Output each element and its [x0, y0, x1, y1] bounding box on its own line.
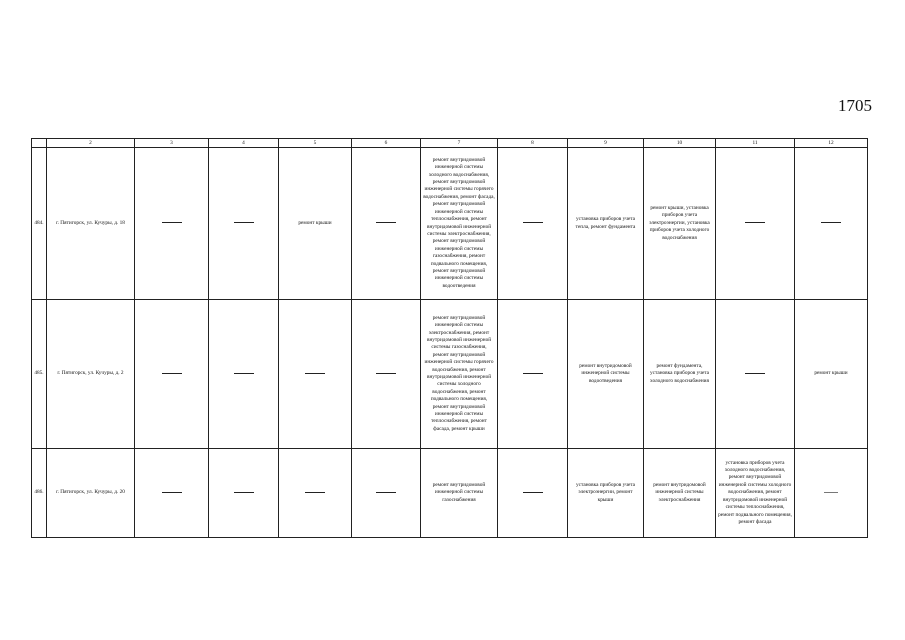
table-row — [32, 449, 868, 538]
cell-col10: ремонт внутридомовой инженерной системы электроснабжения — [644, 449, 716, 538]
dash-mark — [305, 373, 325, 374]
header-cell-4: 4 — [209, 139, 279, 148]
header-cell-1 — [32, 139, 47, 148]
dash-mark — [162, 373, 182, 374]
empty-cell — [795, 449, 868, 538]
cell-col11: установка приборов учета холодного водоснабжения, ремонт внутридомовой инженерной системы холодного водоснабжения, ремонт внутридомовой инженерной системы теплоснабжения, ремонт подвального помещения, ремонт фасада — [716, 449, 795, 538]
dash-mark — [162, 222, 182, 223]
dash-mark — [376, 222, 396, 223]
dash-mark — [234, 373, 254, 374]
page-number: 1705 — [838, 96, 872, 115]
cell-col7: ремонт внутридомовой инженерной системы газоснабжения — [421, 449, 498, 538]
empty-cell — [716, 300, 795, 449]
empty-cell — [135, 300, 209, 449]
cell-col9: ремонт внутридомовой инженерной системы водоотведения — [568, 300, 644, 449]
header-cell-7: 7 — [421, 139, 498, 148]
dash-mark — [376, 492, 396, 493]
cell-col7: ремонт внутридомовой инженерной системы электроснабжения, ремонт внутридомовой инженерной системы газоснабжения, ремонт внутридомовой инженерной системы горячего водоснабжения, ремонт внутридомовой инженерной системы холодного водоснабжения, ремонт подвального помещения, ремонт внутридомовой инженерной системы теплоснабжения, ремонт фасада, ремонт крыши — [421, 300, 498, 449]
cell-col5: ремонт крыши — [279, 148, 352, 300]
row-address: г. Пятигорск, ул. Кучуры, д. 18 — [47, 148, 135, 300]
dash-mark — [234, 492, 254, 493]
dash-mark — [523, 222, 543, 223]
empty-cell — [498, 449, 568, 538]
row-address: г. Пятигорск, ул. Кучуры, д. 2 — [47, 300, 135, 449]
dash-mark — [305, 492, 325, 493]
empty-cell — [498, 300, 568, 449]
empty-cell — [498, 148, 568, 300]
header-cell-8: 8 — [498, 139, 568, 148]
empty-cell — [135, 148, 209, 300]
dash-mark — [745, 222, 765, 223]
row-address: г. Пятигорск, ул. Кучуры, д. 20 — [47, 449, 135, 538]
table-row — [32, 148, 868, 300]
empty-cell — [135, 449, 209, 538]
row-number: 486. — [32, 449, 47, 538]
row-number: 485. — [32, 300, 47, 449]
dash-mark — [234, 222, 254, 223]
empty-cell — [352, 148, 421, 300]
empty-cell — [279, 300, 352, 449]
capital-repair-table — [31, 138, 868, 538]
dash-mark — [162, 492, 182, 493]
empty-cell — [795, 148, 868, 300]
header-cell-12: 12 — [795, 139, 868, 148]
table-row — [32, 300, 868, 449]
header-cell-5: 5 — [279, 139, 352, 148]
dash-mark — [523, 373, 543, 374]
dash-mark — [824, 492, 838, 493]
empty-cell — [352, 300, 421, 449]
dash-mark — [523, 492, 543, 493]
empty-cell — [209, 300, 279, 449]
cell-col10: ремонт фундамента, установка приборов учета холодного водоснабжения — [644, 300, 716, 449]
dash-mark — [745, 373, 765, 374]
empty-cell — [209, 148, 279, 300]
empty-cell — [209, 449, 279, 538]
header-cell-6: 6 — [352, 139, 421, 148]
cell-col9: установка приборов учета тепла, ремонт фундамента — [568, 148, 644, 300]
header-cell-3: 3 — [135, 139, 209, 148]
header-cell-10: 10 — [644, 139, 716, 148]
header-row — [32, 139, 868, 148]
dash-mark — [821, 222, 841, 223]
empty-cell — [352, 449, 421, 538]
dash-mark — [376, 373, 396, 374]
empty-cell — [279, 449, 352, 538]
header-cell-11: 11 — [716, 139, 795, 148]
cell-col10: ремонт крыши, установка приборов учета электроэнергии, установка приборов учета холодного водоснабжения — [644, 148, 716, 300]
header-cell-2: 2 — [47, 139, 135, 148]
row-number: 484. — [32, 148, 47, 300]
cell-col9: установка приборов учета электроэнергии, ремонт крыши — [568, 449, 644, 538]
cell-col7: ремонт внутридомовой инженерной системы холодного водоснабжения, ремонт внутридомовой инженерной системы горячего водоснабжения, ремонт фасада, ремонт внутридомовой инженерной системы теплоснабжения, ремонт внутридомовой инженерной системы электроснабжения, ремонт внутридомовой инженерной системы газоснабжения, ремонт подвального помещения, ремонт внутридомовой инженерной системы водоотведения — [421, 148, 498, 300]
header-cell-9: 9 — [568, 139, 644, 148]
cell-col12: ремонт крыши — [795, 300, 868, 449]
empty-cell — [716, 148, 795, 300]
